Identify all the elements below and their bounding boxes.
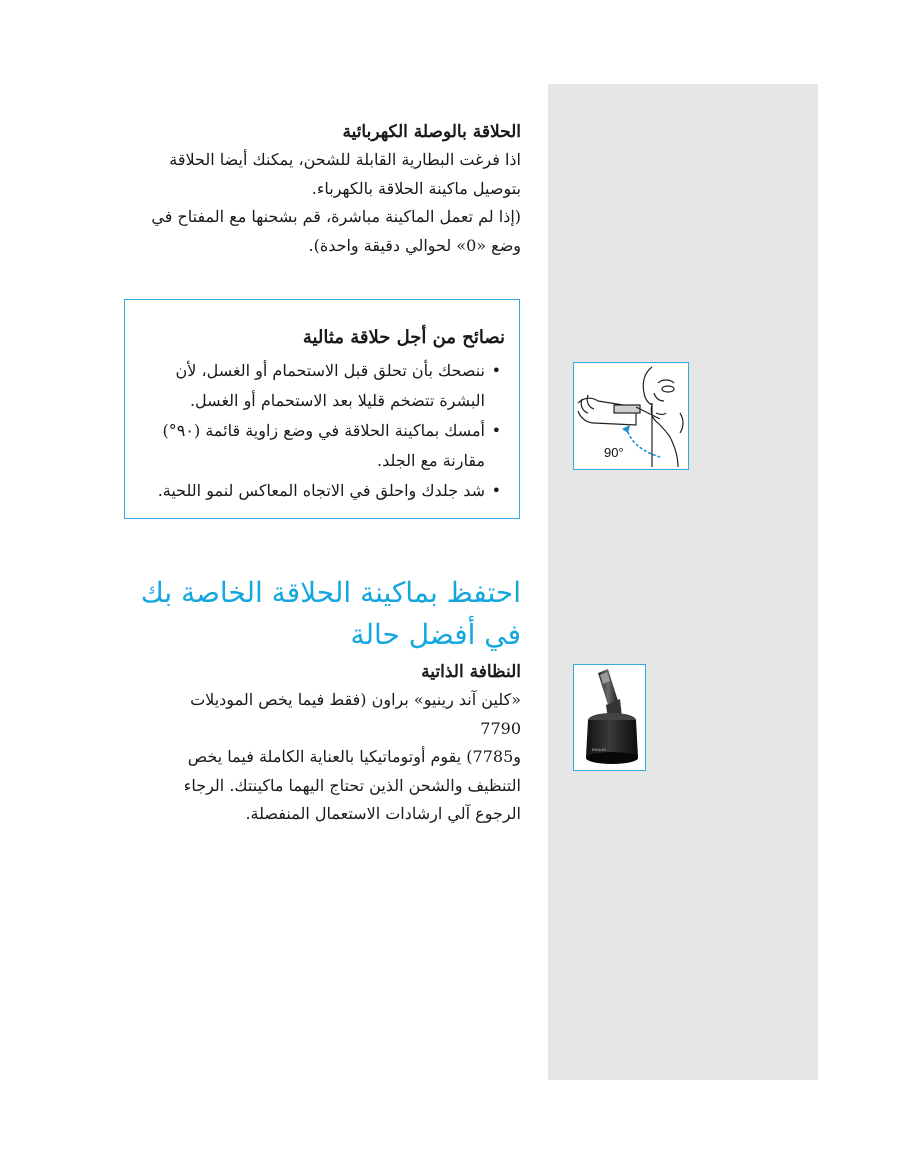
- corded-shaving-heading: الحلاقة بالوصلة الكهربائية: [342, 122, 521, 142]
- text-line: الرجوع آلي ارشادات الاستعمال المنفصلة.: [245, 804, 521, 823]
- angle-label: 90°: [604, 445, 624, 460]
- shaving-tips-box: [124, 299, 520, 519]
- text-line: «كلين آند رينيو» براون (فقط فيما يخص الموديلات 7790: [190, 690, 521, 738]
- self-cleaning-section: [149, 658, 521, 829]
- tips-list: [145, 356, 505, 506]
- face-shaver-icon: [574, 363, 688, 469]
- cleaning-station-icon: [574, 665, 645, 770]
- tip-line: أمسك بماكينة الحلاقة في وضع زاوية قائمة (٩٠°): [162, 421, 485, 440]
- text-line: التنظيف والشحن الذين تحتاج اليهما ماكينتك. الرجاء: [183, 775, 521, 795]
- tip-line: البشرة تتضخم قليلا بعد الاستحمام أو الغسل.: [189, 391, 485, 410]
- title-line: احتفظ بماكينة الحلاقة الخاصة بك: [140, 576, 521, 609]
- side-panel: [548, 84, 818, 1080]
- text-line: اذا فرغت البطارية القابلة للشحن، يمكنك أيضا الحلاقة: [169, 150, 521, 169]
- self-cleaning-heading: النظافة الذاتية: [421, 662, 521, 682]
- corded-shaving-section: [149, 118, 521, 260]
- bullet-icon: •: [491, 481, 501, 500]
- bullet-icon: •: [491, 421, 501, 440]
- tip-line: ننصحك بأن تحلق قبل الاستحمام أو الغسل، لأن: [175, 361, 485, 380]
- text-line: (إذا لم تعمل الماكينة مباشرة، قم بشحنها مع المفتاح في: [151, 207, 521, 226]
- tip-line: شد جلدك واحلق في الاتجاه المعاكس لنمو اللحية.: [157, 481, 485, 500]
- shaving-angle-illustration: [573, 362, 689, 470]
- text-line: بتوصيل ماكينة الحلاقة بالكهرباء.: [311, 178, 521, 198]
- cleaning-station-illustration: [573, 664, 646, 771]
- tip-item: [145, 416, 505, 476]
- keep-shaver-title: [121, 572, 521, 656]
- self-cleaning-text: [149, 686, 521, 829]
- tip-line: مقارنة مع الجلد.: [377, 451, 485, 470]
- bullet-icon: •: [491, 361, 501, 380]
- tip-item: [145, 356, 505, 416]
- text-line: و7785) يقوم أوتوماتيكيا بالعناية الكاملة فيما يخص: [187, 747, 521, 766]
- braun-logo: BRAUN: [592, 747, 607, 752]
- title-line: في أفضل حالة: [350, 618, 521, 651]
- tips-heading: نصائح من أجل حلاقة مثالية: [302, 327, 505, 348]
- text-line: وضع «0» لحوالي دقيقة واحدة).: [308, 235, 521, 255]
- corded-shaving-text: [149, 146, 521, 260]
- tip-item: [145, 476, 505, 506]
